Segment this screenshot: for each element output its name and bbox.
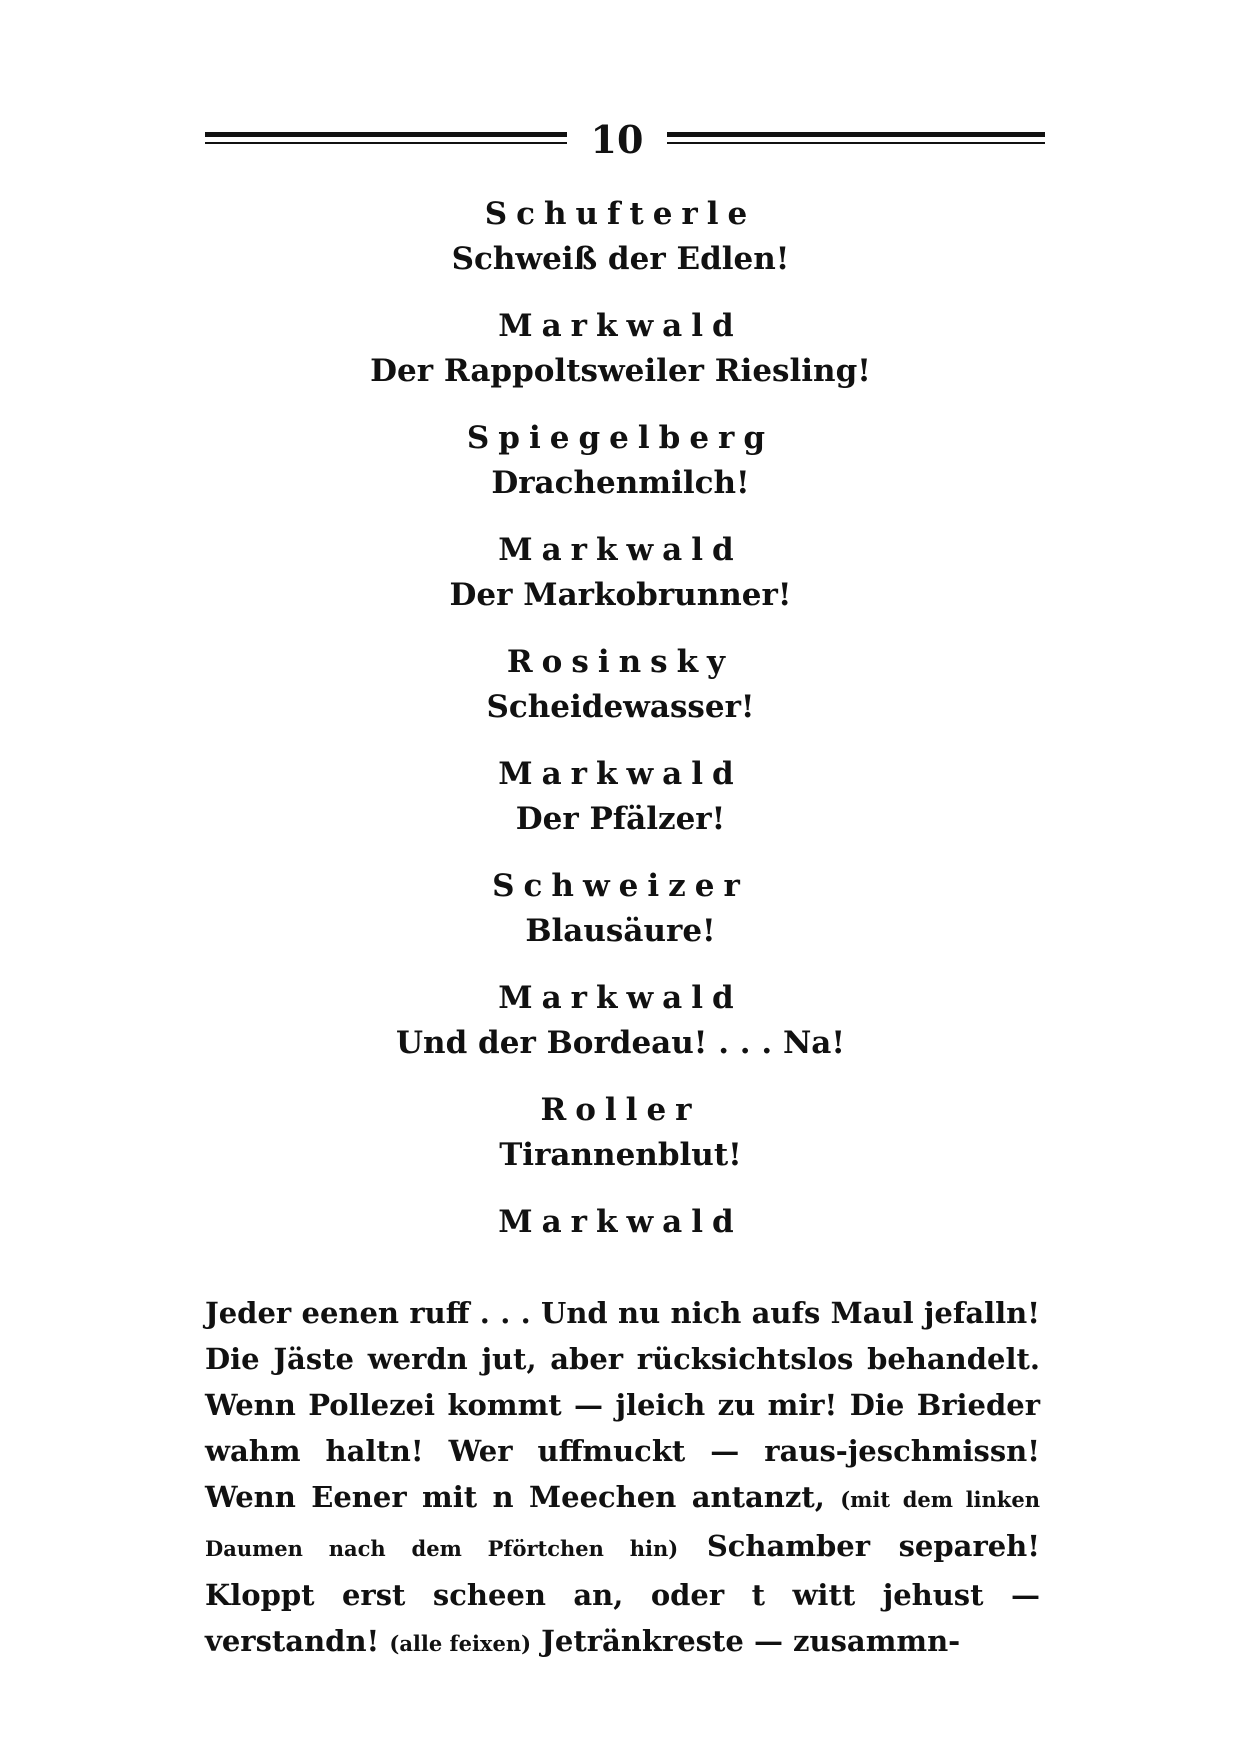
spoken-line: Der Markobrunner! — [449, 577, 792, 613]
spoken-line: Blausäure! — [525, 913, 716, 949]
dialogue-entry — [0, 752, 1241, 842]
speech-paragraph — [205, 1290, 1040, 1667]
speaker-name: Schufterle — [484, 196, 757, 232]
running-header — [205, 118, 1045, 162]
speaker-name: Markwald — [498, 308, 743, 344]
spoken-line: Scheidewasser! — [486, 689, 755, 725]
header-rule-left — [205, 132, 567, 137]
header-rule-left-thin — [205, 142, 567, 144]
header-rule-right — [667, 132, 1045, 137]
speech-text: Jeder eenen ruff . . . Und nu nich aufs Maul jefalln! Die Jäste werdn jut, aber rücksichtslos behandelt. Wenn Pollezei kommt — jleich zu mir! Die Brieder wahm haltn! Wer uffmuckt — raus-jeschmissn! Wenn Eener mit n Meechen antanzt, — [205, 1296, 1040, 1514]
header-rule-right-thin — [667, 142, 1045, 144]
stage-direction: (alle feixen) — [389, 1631, 532, 1656]
speaker-name: Spiegelberg — [466, 420, 775, 456]
spoken-line: Der Pfälzer! — [515, 801, 726, 837]
dialogue-entry — [0, 976, 1241, 1066]
dialogue-entry — [0, 1088, 1241, 1178]
speaker-name: Rosinsky — [506, 644, 735, 680]
dialogue-entry — [0, 1200, 1241, 1244]
speaker-name: Markwald — [498, 980, 743, 1016]
speech-text: Jetränkreste — zusammn- — [541, 1624, 961, 1658]
speech-text: Schamber separeh! Kloppt erst scheen an, oder t witt jehust — verstandn! — [205, 1529, 1040, 1658]
dialogue-entry — [0, 528, 1241, 618]
speaker-name: Markwald — [498, 1204, 743, 1240]
spoken-line: Und der Bordeau! . . . Na! — [396, 1025, 845, 1061]
dialogue-entry — [0, 640, 1241, 730]
spoken-line: Drachenmilch! — [491, 465, 750, 501]
speaker-name: Markwald — [498, 756, 743, 792]
speaker-name: Markwald — [498, 532, 743, 568]
dialogue-block — [0, 192, 1241, 1266]
page-number: 10 — [590, 117, 644, 162]
dialogue-entry — [0, 416, 1241, 506]
dialogue-entry — [0, 864, 1241, 954]
dialogue-entry — [0, 192, 1241, 282]
spoken-line: Schweiß der Edlen! — [451, 241, 790, 277]
speaker-name: Schweizer — [492, 868, 749, 904]
dialogue-entry — [0, 304, 1241, 394]
spoken-line: Der Rappoltsweiler Riesling! — [370, 353, 871, 389]
spoken-line: Tirannenblut! — [499, 1137, 742, 1173]
speaker-name: Roller — [540, 1092, 701, 1128]
stage-direction: (mit dem linken Daumen nach dem Pförtchen hin) — [205, 1487, 1040, 1561]
